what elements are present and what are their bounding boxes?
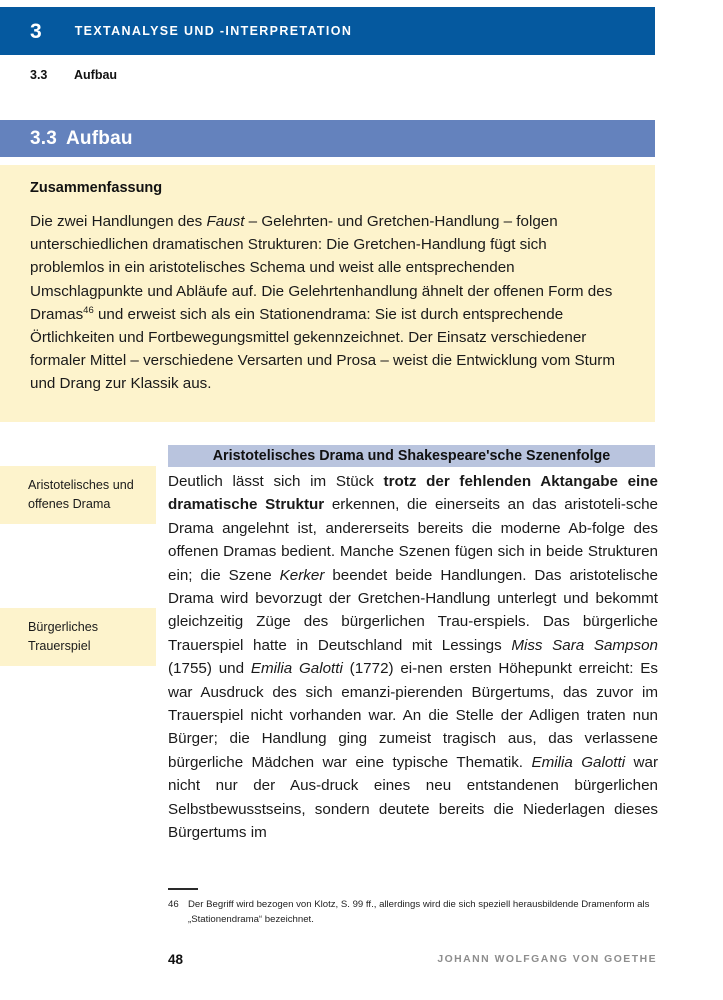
footnote-text: Der Begriff wird bezogen von Klotz, S. 99 ff., allerdings wird die sich speziell herausbildende Dramenform als „Stationendrama“ bezeichnet.	[188, 899, 650, 925]
section-number: 3.3	[30, 127, 58, 149]
section-title-band	[0, 120, 655, 157]
subheading-band	[168, 445, 655, 467]
margin-note-text: Bürgerliches Trauerspiel	[28, 620, 98, 653]
body-column	[168, 470, 658, 845]
running-head-section	[30, 68, 117, 82]
section-name: Aufbau	[66, 127, 133, 149]
running-head-section-title: Aufbau	[74, 68, 118, 82]
running-head-section-number: 3.3	[30, 68, 48, 82]
summary-box	[0, 165, 655, 422]
body-paragraph: Deutlich lässt sich im Stück trotz der fehlenden Aktangabe eine dramatische Struktur erkennen, die einerseits an das aristoteli-sche Drama angelehnt ist, andererseits bereits die moderne Ab-folge des offenen Dramas bedient. Manche Szenen fügen sich in beide Strukturen ein; die Szene Kerker beendet beide Handlungen. Das aristotelische Drama wird bevorzugt der Gretchen-Handlung unterlegt und bekommt gleichzeitig Züge des bürgerlichen Trau-erspiels. Das bürgerliche Trauerspiel hatte in Deutschland mit Lessings Miss Sara Sampson (1755) und Emilia Galotti (1772) ei-nen ersten Höhepunkt erreicht: Es war Ausdruck des sich emanzi-pierenden Bürgertums, das zuvor im Trauerspiel nicht vorhanden war. An die Stelle der Adligen traten nun Bürger; die Handlung ging zumeist tragisch aus, das verlassene bürgerliche Mädchen war eine typische Thematik. Emilia Galotti war nicht nur der Aus-druck eines neu entstandenen bürgerlichen Selbstbewusstseins, sondern deutete bereits die Niederlagen dieses Bürgertums im	[168, 473, 659, 842]
footnote-number: 46	[168, 899, 179, 910]
section-title	[30, 128, 133, 150]
margin-note-text: Aristotelisches und offenes Drama	[28, 478, 134, 511]
margin-note-aristotelisches-und-offenes-drama	[0, 466, 156, 524]
footnote-separator-rule	[168, 888, 198, 890]
footnote	[168, 898, 658, 927]
running-head-chapter-number: 3	[30, 19, 42, 43]
summary-heading: Zusammenfassung	[30, 180, 163, 196]
subheading-title: Aristotelisches Drama und Shakespeare'sche Szenenfolge	[212, 448, 611, 464]
margin-note-buergerliches-trauerspiel	[0, 608, 156, 666]
summary-paragraph: Die zwei Handlungen des Faust – Gelehrten- und Gretchen-Handlung – folgen unterschiedlichen dramatischen Strukturen: Die Gretchen-Handlung fügt sich problemlos in ein aristotelisches Schema und weist alle entsprechenden Umschlagpunkte und Abläufe auf. Die Gelehrtenhandlung ähnelt der offenen Form des Dramas$^{46}$ und erweist sich als ein Stationendrama: Sie ist durch entsprechende Örtlichkeiten und Fortbewegungsmittel gekennzeichnet. Der Einsatz verschiedener formaler Mittel – verschiedene Versarten und Prosa – weist die Entwicklung vom Sturm und Drang zur Klassik aus.	[30, 213, 615, 393]
running-head-bar	[0, 7, 655, 55]
page-number: 48	[168, 952, 184, 967]
running-head-chapter-title: TEXTANALYSE UND -INTERPRETATION	[74, 24, 353, 38]
footer-title: JOHANN WOLFGANG VON GOETHE	[437, 954, 657, 965]
